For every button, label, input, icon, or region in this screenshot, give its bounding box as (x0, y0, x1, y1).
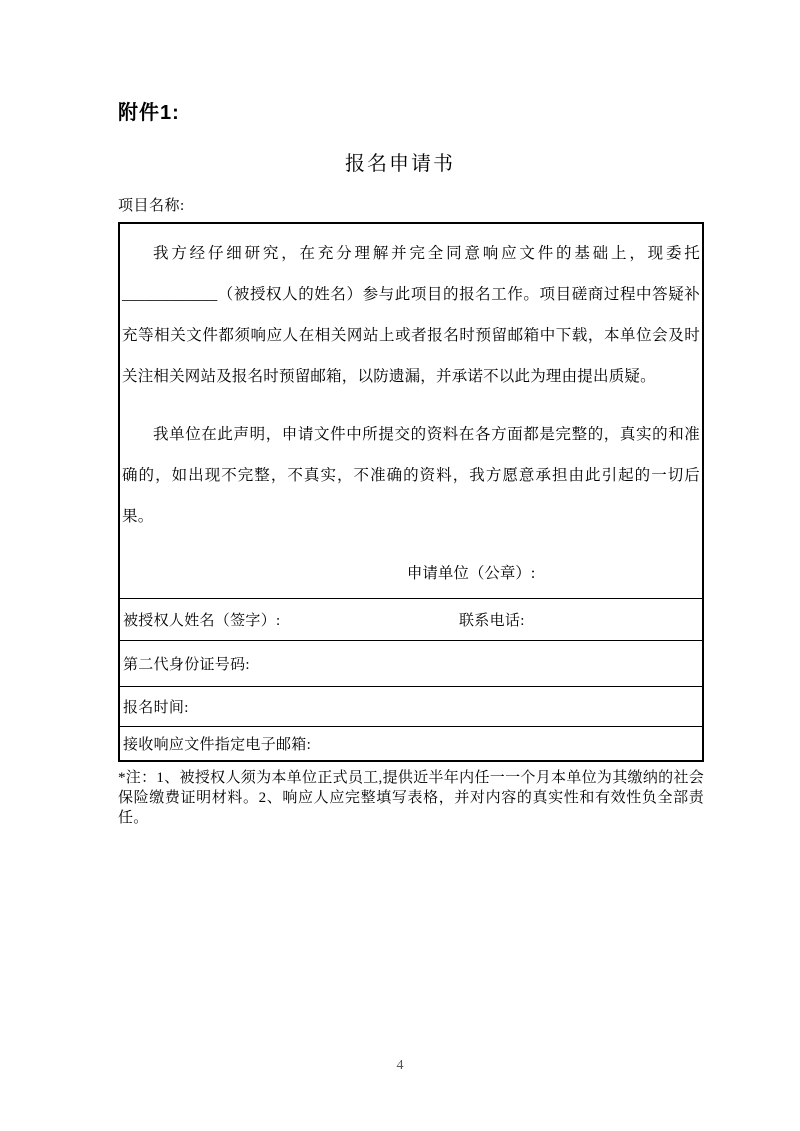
field-row-id-number (120, 640, 702, 686)
declaration-paragraph-1: 我方经仔细研究，在充分理解并完全同意响应文件的基础上，现委托____________（被授权人的姓名）参与此项目的报名工作。项目磋商过程中答疑补充等相关文件都须响应人在相关网站上或者报名时预留邮箱中下载，本单位会及时关注相关网站及报名时预留邮箱，以防遗漏，并承诺不以此为理由提出质疑。 (122, 245, 700, 385)
page-title: 报名申请书 (345, 153, 455, 175)
authorized-person-label: 被授权人姓名（签字）: (123, 613, 281, 629)
signature-unit-line: 申请单位（公章）: (406, 565, 536, 582)
footnote: *注：1、被授权人须为本单位正式员工,提供近半年内任一一个月本单位为其缴纳的社会保险缴费证明材料。2、响应人应完整填写表格，并对内容的真实性和有效性负全部责任。 (118, 770, 704, 826)
registration-time-label: 报名时间: (123, 700, 189, 716)
field-row-registration-time (120, 686, 702, 726)
field-row-email (120, 726, 702, 760)
project-name-label: 项目名称: (118, 198, 185, 214)
field-row-authorized-person (120, 598, 702, 640)
page-number: 4 (396, 1058, 404, 1073)
declaration-cell (120, 224, 702, 598)
attachment-label: 附件1: (118, 102, 180, 124)
application-form-table (118, 222, 704, 762)
email-label: 接收响应文件指定电子邮箱: (123, 737, 312, 753)
id-number-label: 第二代身份证号码: (123, 657, 250, 673)
contact-phone-label: 联系电话: (459, 613, 525, 629)
declaration-paragraph-2: 我单位在此声明，申请文件中所提交的资料在各方面都是完整的，真实的和准确的，如出现不完整，不真实，不准确的资料，我方愿意承担由此引起的一切后果。 (122, 426, 700, 525)
